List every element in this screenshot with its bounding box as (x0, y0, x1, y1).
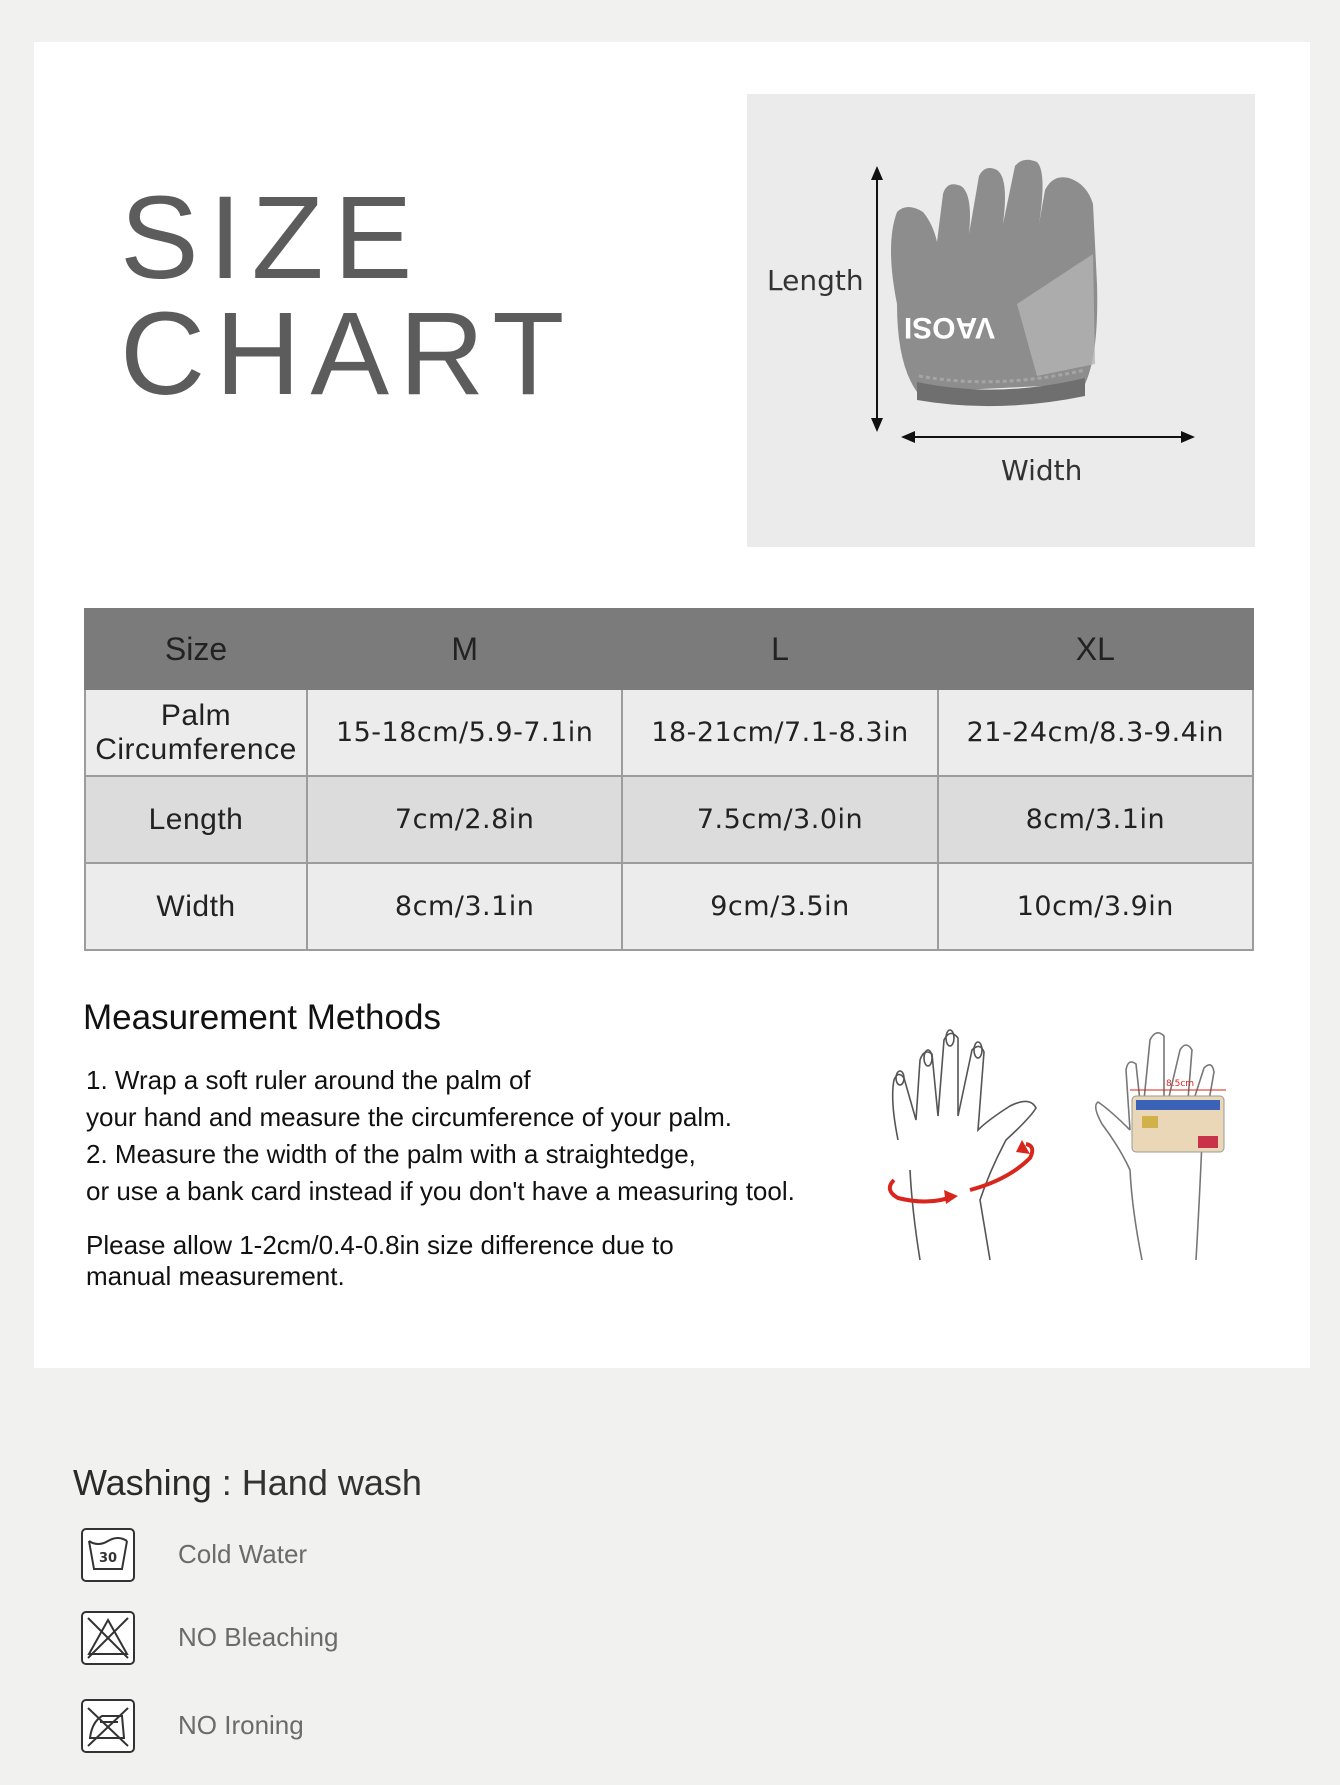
row-label-palm (85, 689, 307, 776)
note-line: manual measurement. (86, 1261, 345, 1291)
size-table (84, 608, 1254, 951)
wash-temperature: 30 (99, 1551, 118, 1566)
table-row (85, 776, 1253, 863)
care-label: NO Bleaching (178, 1622, 339, 1652)
washing-label: Washing (73, 1462, 212, 1503)
header-xl: XL (938, 609, 1253, 689)
table-cell: 10cm/3.9in (938, 863, 1253, 950)
no-iron-icon (80, 1698, 136, 1754)
care-label: Cold Water (178, 1539, 308, 1569)
methods-instructions (86, 1062, 795, 1210)
table-row (85, 689, 1253, 776)
washing-separator: : (221, 1462, 232, 1503)
header-l: L (622, 609, 937, 689)
width-label: Width (1001, 454, 1083, 487)
arrow-down-icon (871, 418, 883, 432)
methods-line: your hand and measure the circumference of your palm. (86, 1102, 733, 1132)
row-label-line: Circumference (95, 732, 297, 766)
methods-line: or use a bank card instead if you don't have a measuring tool. (86, 1176, 795, 1206)
table-cell: 18-21cm/7.1-8.3in (622, 689, 937, 776)
table-row (85, 863, 1253, 950)
length-label: Length (767, 264, 864, 297)
wash-30-icon (80, 1527, 136, 1583)
washing-value: Hand wash (241, 1462, 422, 1503)
table-cell: 9cm/3.5in (622, 863, 937, 950)
methods-line: 2. Measure the width of the palm with a straightedge, (86, 1139, 696, 1169)
glove-diagram (747, 94, 1255, 547)
table-cell: 15-18cm/5.9-7.1in (307, 689, 622, 776)
header-m: M (307, 609, 622, 689)
page-title (120, 172, 575, 420)
arrow-left-icon (901, 431, 915, 443)
table-header-row (85, 609, 1253, 689)
care-label: NO Ironing (178, 1710, 304, 1740)
washing-heading (73, 1462, 422, 1504)
header-size: Size (85, 609, 307, 689)
card-width-label: 8.5cm (1166, 1079, 1195, 1089)
hand-measurement-illustration (880, 1020, 1280, 1270)
table-cell: 8cm/3.1in (938, 776, 1253, 863)
table-cell: 7.5cm/3.0in (622, 776, 937, 863)
row-label-line: Palm (160, 698, 232, 732)
methods-line: 1. Wrap a soft ruler around the palm of (86, 1065, 531, 1095)
note-line: Please allow 1-2cm/0.4-0.8in size difference due to (86, 1230, 674, 1260)
methods-title: Measurement Methods (83, 998, 441, 1037)
title-line-2: CHART (120, 288, 575, 420)
glove-brand: VAOSI (903, 311, 995, 344)
table-cell: 8cm/3.1in (307, 863, 622, 950)
hand-wrap-icon (893, 1030, 1036, 1260)
title-line-1: SIZE (120, 172, 423, 304)
table-cell: 7cm/2.8in (307, 776, 622, 863)
measurement-note (86, 1230, 786, 1292)
no-bleach-icon (80, 1610, 136, 1666)
row-label-width: Width (85, 863, 307, 950)
arrow-up-icon (871, 166, 883, 180)
arrow-right-icon (1181, 431, 1195, 443)
table-cell: 21-24cm/8.3-9.4in (938, 689, 1253, 776)
row-label-length: Length (85, 776, 307, 863)
